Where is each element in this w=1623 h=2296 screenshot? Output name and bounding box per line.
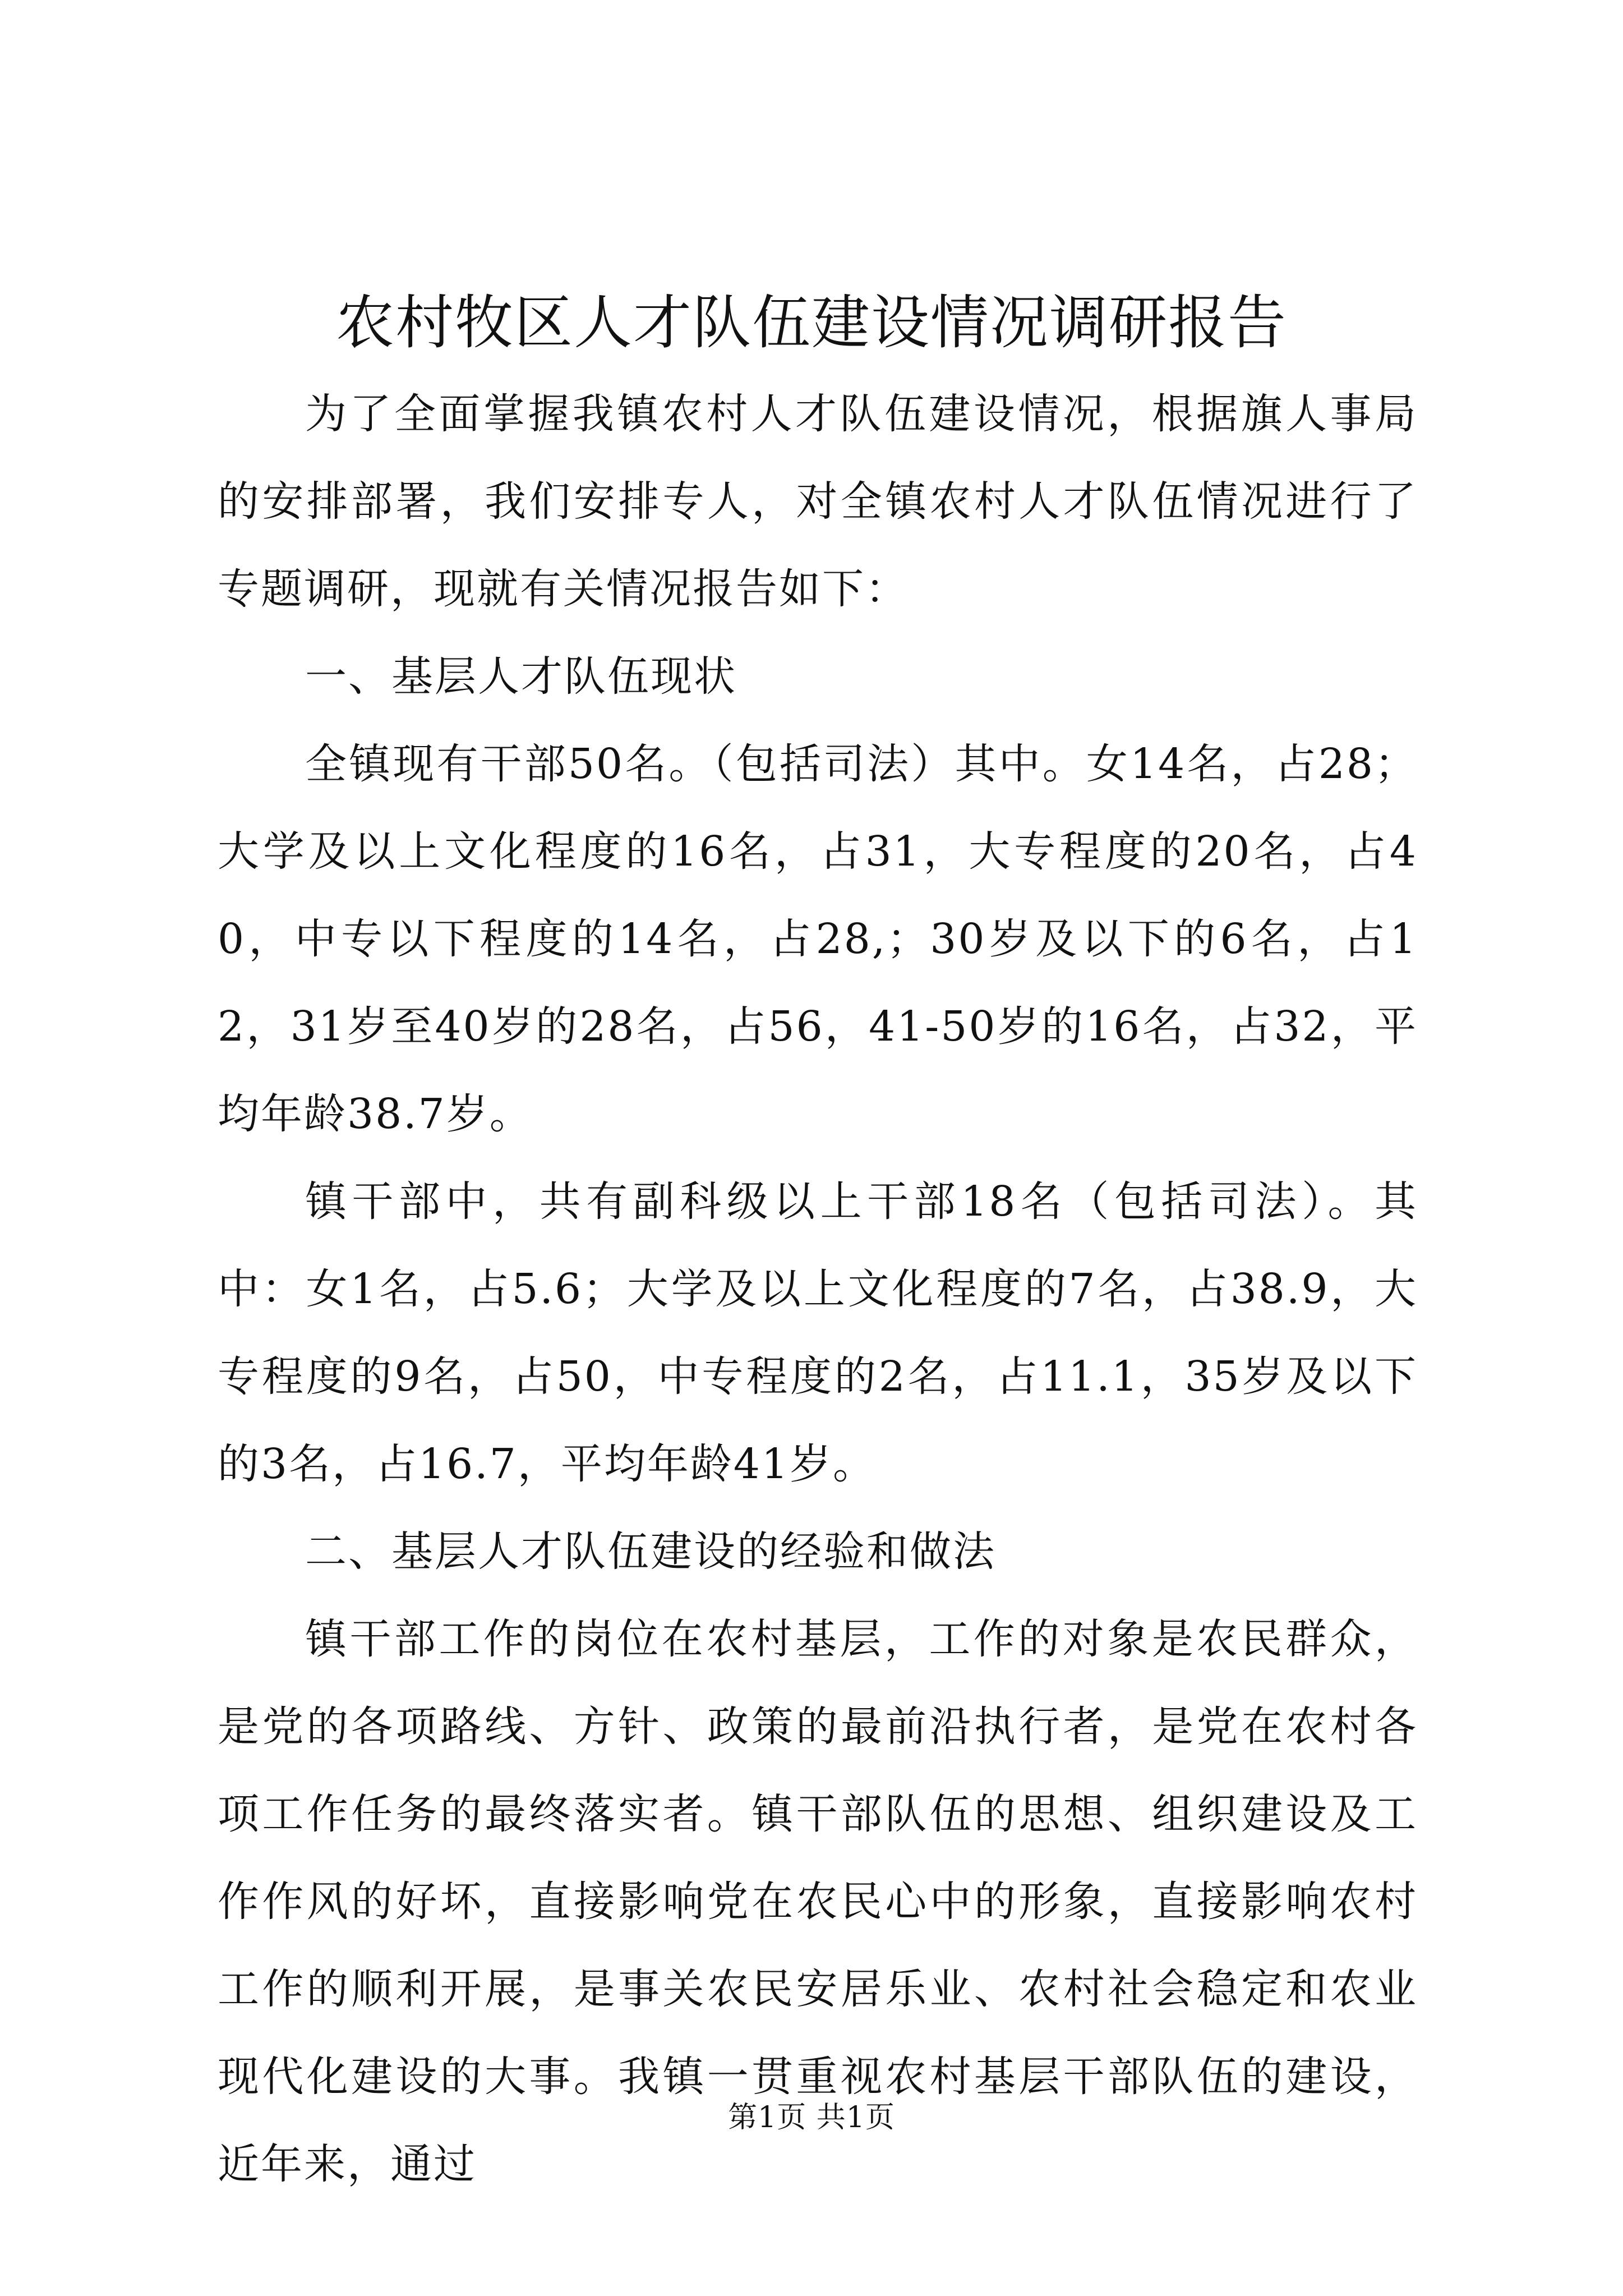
staff-statistics-paragraph: 全镇现有干部50名。（包括司法）其中。女14名，占28；大学及以上文化程度的16名，占31，大专程度的20名，占40，中专以下程度的14名，占28,；30岁及以下的6名，占12，31岁至40岁的28名，占56，41-50岁的16名，占32，平均年龄38.7岁。 [218, 740, 1418, 1138]
senior-staff-statistics-paragraph: 镇干部中，共有副科级以上干部18名（包括司法）。其中：女1名，占5.6；大学及以上文化程度的7名，占38.9，大专程度的9名，占50，中专程度的2名，占11.1，35岁及以下的3名，占16.7，平均年龄41岁。 [218, 1177, 1418, 1488]
section-heading-2: 二、基层人才队伍建设的经验和做法 [305, 1527, 996, 1576]
page-footer: 第1页 共1页 [728, 2101, 895, 2134]
document-body [218, 370, 1418, 2208]
experience-paragraph: 镇干部工作的岗位在农村基层，工作的对象是农民群众，是党的各项路线、方针、政策的最前沿执行者，是党在农村各项工作任务的最终落实者。镇干部队伍的思想、组织建设及工作作风的好坏，直接影响党在农民心中的形象，直接影响农村工作的顺利开展，是事关农民安居乐业、农村社会稳定和农业现代化建设的大事。我镇一贯重视农村基层干部队伍的建设，近年来，通过 [218, 1615, 1418, 2188]
intro-paragraph: 为了全面掌握我镇农村人才队伍建设情况，根据旗人事局的安排部署，我们安排专人，对全镇农村人才队伍情况进行了专题调研，现就有关情况报告如下： [218, 390, 1418, 613]
document-title: 农村牧区人才队伍建设情况调研报告 [335, 288, 1287, 357]
section-heading-1: 一、基层人才队伍现状 [305, 652, 737, 701]
